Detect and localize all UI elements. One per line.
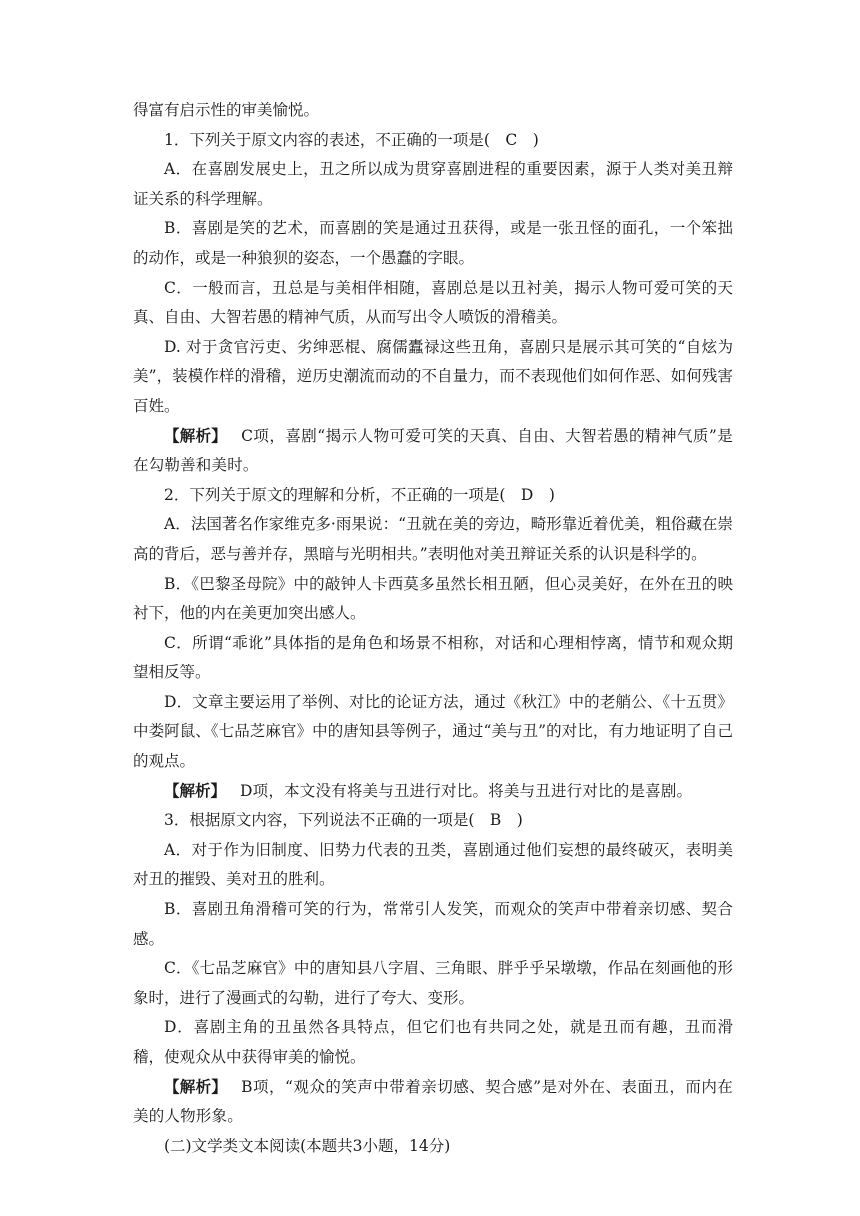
body-paragraph: B．喜剧是笑的艺术，而喜剧的笑是通过丑获得，或是一张丑怪的面孔，一个笨拙的动作，或是一种狼狈的姿态，一个愚蠢的字眼。 bbox=[133, 219, 733, 267]
body-paragraph: A．对于作为旧制度、旧势力代表的丑类，喜剧通过他们妄想的最终破灭，表明美对丑的摧毁、美对丑的胜利。 bbox=[133, 840, 733, 889]
body-paragraph: D．喜剧主角的丑虽然各具特点，但它们也有共同之处，就是丑而有趣，丑而滑稽，使观众从中获得审美的愉悦。 bbox=[133, 1018, 733, 1066]
analysis-label: 【解析】 bbox=[164, 1077, 228, 1096]
analysis-paragraph bbox=[133, 422, 733, 481]
body-paragraph: C．一般而言，丑总是与美相伴相随，喜剧总是以丑衬美，揭示人物可爱可笑的天真、自由、大智若愚的精神气质，从而写出令人喷饭的滑稽美。 bbox=[133, 278, 733, 327]
body-paragraph: D. 对于贪官污吏、劣绅恶棍、腐儒蠹禄这些丑角，喜剧只是展示其可笑的“自炫为美”，装模作样的滑稽，逆历史潮流而动的不自量力，而不表现他们如何作恶、如何残害百姓。 bbox=[133, 337, 733, 415]
body-paragraph: A．法国著名作家维克多·雨果说：“丑就在美的旁边，畸形靠近着优美，粗俗藏在崇高的背后，恶与善并存，黑暗与光明相共。”表明他对美丑辩证关系的认识是科学的。 bbox=[133, 515, 733, 563]
body-paragraph: C．《七品芝麻官》中的唐知县八字眉、三角眼、胖乎乎呆墩墩，作品在刻画他的形象时，进行了漫画式的勾勒，进行了夸大、变形。 bbox=[133, 959, 733, 1007]
body-paragraph: C．所谓“乖讹”具体指的是角色和场景不相称，对话和心理相悖离，情节和观众期望相反等。 bbox=[133, 633, 733, 682]
body-paragraph: 3．根据原文内容，下列说法不正确的一项是( B ) bbox=[164, 811, 523, 830]
body-paragraph: D．文章主要运用了举例、对比的论证方法，通过《秋江》中的老艄公、《十五贯》中娄阿鼠、《七品芝麻官》中的唐知县等例子，通过“美与丑”的对比，有力地证明了自己的观点。 bbox=[133, 692, 733, 771]
body-paragraph: A．在喜剧发展史上，丑之所以成为贯穿喜剧进程的重要因素，源于人类对美丑辩证关系的科学理解。 bbox=[133, 160, 733, 208]
analysis-text: D项，本文没有将美与丑进行对比。将美与丑进行对比的是喜剧。 bbox=[240, 781, 693, 800]
body-paragraph: 2．下列关于原文的理解和分析，不正确的一项是( D ) bbox=[164, 485, 555, 504]
body-paragraph: 得富有启示性的审美愉悦。 bbox=[133, 101, 320, 119]
analysis-text: B项，“观众的笑声中带着亲切感、契合感”是对外在、表面丑，而内在美的人物形象。 bbox=[133, 1077, 733, 1126]
body-paragraph: B．《巴黎圣母院》中的敲钟人卡西莫多虽然长相丑陋，但心灵美好，在外在丑的映衬下，他的内在美更加突出感人。 bbox=[133, 574, 733, 623]
body-paragraph: 1．下列关于原文内容的表述，不正确的一项是( C ) bbox=[164, 130, 539, 149]
analysis-paragraph bbox=[133, 777, 733, 807]
body-paragraph: (二)文学类文本阅读(本题共3小题，14分) bbox=[164, 1136, 451, 1155]
body-paragraph: B．喜剧丑角滑稽可笑的行为，常常引人发笑，而观众的笑声中带着亲切感、契合感。 bbox=[133, 900, 733, 948]
analysis-text: C项，喜剧“揭示人物可爱可笑的天真、自由、大智若愚的精神气质”是在勾勒善和美时。 bbox=[133, 426, 733, 475]
document-body bbox=[133, 96, 733, 1161]
analysis-label: 【解析】 bbox=[164, 781, 227, 800]
analysis-label: 【解析】 bbox=[164, 426, 228, 445]
analysis-paragraph bbox=[133, 1073, 733, 1132]
